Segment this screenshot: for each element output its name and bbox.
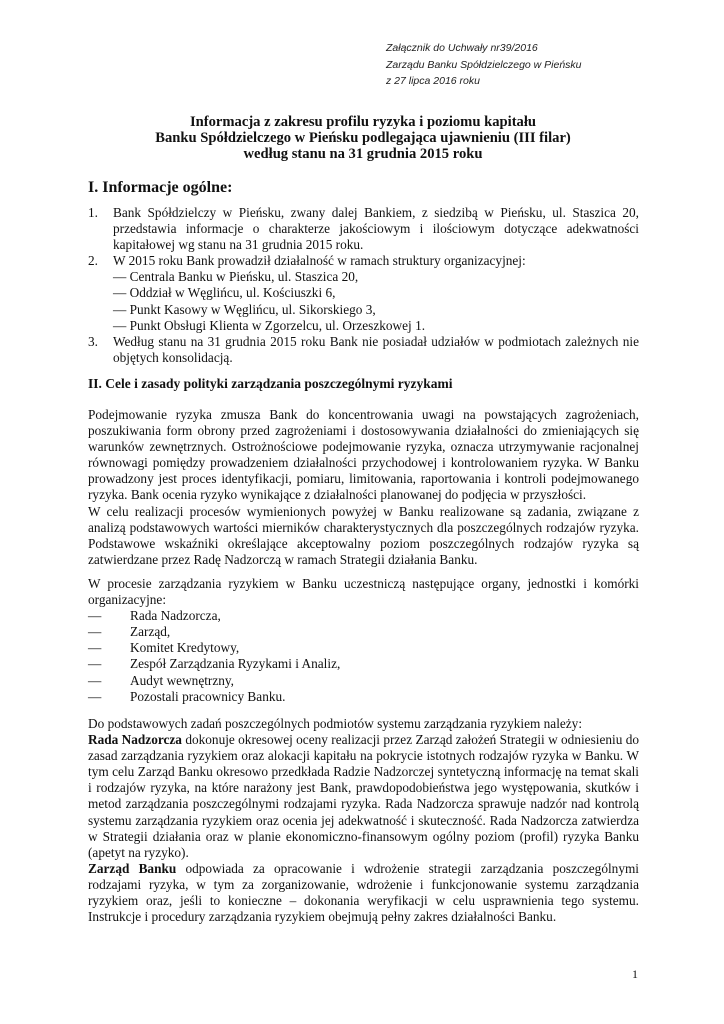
page-number: 1 [632,967,638,981]
organ-item [88,673,639,689]
annex-header [386,40,582,90]
rada-nadzorcza-paragraph [88,732,639,861]
general-info-list [88,205,639,366]
organ-label: Rada Nadzorcza, [130,608,221,624]
list-item [88,334,639,366]
dash: — [88,640,102,656]
org-unit: — Centrala Banku w Pieńsku, ul. Staszica 20, [113,269,359,285]
list-number: 2. [88,253,98,269]
zarzad-paragraph [88,861,639,925]
rada-nadzorcza-text: dokonuje okresowej oceny realizacji przez Zarząd założeń Strategii w odniesieniu do zasad zarządzania ryzykiem oraz alokacji kapitału na pokrycie istotnych rodzajów ryzyka w Banku. W tym celu Zarząd Banku okresowo przedkłada Radzie Nadzorczej syntetyczną informację na temat skali i rodzajów ryzyka, na które narażony jest Bank, prawdopodobieństwa jego występowania, skutków i metod zarządzania poszczególnymi rodzajami ryzyka. Rada Nadzorcza sprawuje nadzór nad kontrolą systemu zarządzania ryzykiem oraz ocenia jej adekwatność i skuteczność. Rada Nadzorcza zatwierdza w Strategii działania oraz w planie ekonomiczno-finansowym ogólny poziom (profil) ryzyka Banku (apetyt na ryzyko). [88,732,639,860]
organ-item [88,640,639,656]
annex-line-1: Załącznik do Uchwały nr39/2016 [386,42,538,54]
section-2-heading: II. Cele i zasady polityki zarządzania poszczególnymi ryzykami [88,376,453,391]
dash: — [88,608,102,624]
annex-line-2: Zarządu Banku Spółdzielczego w Pieńsku [386,58,582,71]
list-text: Bank Spółdzielczy w Pieńsku, zwany dalej Bankiem, z siedzibą w Pieńsku, ul. Staszica 20, przedstawia informacje o charakterze jakościowym i ilościowym dotyczące adekwatności kapitałowej wg stanu na 31 grudnia 2015 roku. [113,205,639,253]
organ-label: Audyt wewnętrzny, [130,672,235,688]
paragraph: W celu realizacji procesów wymienionych powyżej w Banku realizowane są zadania, związane z analizą podstawowych wartości mierników charakterystycznych dla poszczególnych rodzajów ryzyka. Podstawowe wskaźniki określające akceptowalny poziom poszczególnych rodzajów ryzyka są zatwierdzane przez Radę Nadzorczą w ramach Strategii działania Banku. [88,503,639,567]
list-item [88,253,639,333]
organ-item [88,608,639,624]
org-unit: — Punkt Kasowy w Węglińcu, ul. Sikorskiego 3, [113,301,376,317]
organ-item [88,656,639,672]
organ-label: Zespół Zarządzania Ryzykami i Analiz, [130,656,341,672]
dash: — [88,656,102,672]
dash: — [88,672,102,688]
section-1-heading: I. Informacje ogólne: [88,179,233,196]
rada-nadzorcza-label: Rada Nadzorcza [88,732,182,748]
paragraph: Podejmowanie ryzyka zmusza Bank do koncentrowania uwagi na powstających zagrożeniach, poszukiwania form obrony przed zagrożeniami i dostosowywania działalności do zmieniających się warunków zewnętrznych. Ostrożnościowe podejmowanie ryzyka, oznacza utrzymywanie racjonalnej równowagi pomiędzy prowadzeniem działalności przychodowej i kontrolowaniem ryzyka. W Banku prowadzony jest proces identyfikacji, pomiaru, limitowania, raportowania i kontroli podejmowanego ryzyka. Bank ocenia ryzyko wynikające z działalności planowanej do podjęcia w przyszłości. [88,407,639,503]
section-2-intro [88,407,639,568]
annex-line-3: z 27 lipca 2016 roku [386,75,480,87]
organ-label: Pozostali pracownicy Banku. [130,688,286,704]
document-title [88,114,638,163]
title-line-3: według stanu na 31 grudnia 2015 roku [243,146,483,163]
list-item [88,205,639,253]
zarzad-text: odpowiada za opracowanie i wdrożenie strategii zarządzania poszczególnymi rodzajami ryzyka, w tym za zorganizowanie, wdrożenie i funkcjonowanie systemu zarządzania ryzykiem oraz, jeśli to konieczne – dokonania weryfikacji w celu usprawnienia tego systemu. Instrukcje i procedury zarządzania ryzykiem obejmują pełny zakres działalności Banku. [88,860,639,925]
list-number: 3. [88,333,98,349]
org-unit: — Oddział w Węglińcu, ul. Kościuszki 6, [113,285,336,301]
org-unit: — Punkt Obsługi Klienta w Zgorzelcu, ul. Orzeszkowej 1. [113,317,426,333]
title-line-1: Informacja z zakresu profilu ryzyka i poziomu kapitału [189,114,537,130]
list-text: W 2015 roku Bank prowadził działalność w ramach struktury organizacyjnej: [113,253,526,269]
zarzad-label: Zarząd Banku [88,860,177,876]
dash: — [88,688,102,704]
organs-block [88,576,639,705]
organ-label: Zarząd, [130,624,171,640]
organ-item [88,624,639,640]
paragraph: W procesie zarządzania ryzykiem w Banku uczestniczą następujące organy, jednostki i komórki organizacyjne: [88,576,639,608]
paragraph: Do podstawowych zadań poszczególnych podmiotów systemu zarządzania ryzykiem należy: [88,716,583,731]
title-line-2: Banku Spółdzielczego w Pieńsku podlegająca ujawnieniu (III filar) [155,130,571,147]
responsibilities-block [88,716,639,925]
dash: — [88,624,102,640]
organ-label: Komitet Kredytowy, [130,640,240,656]
list-text: Według stanu na 31 grudnia 2015 roku Bank nie posiadał udziałów w podmiotach zależnych nie objętych konsolidacją. [113,333,639,365]
organ-item [88,689,639,705]
list-number: 1. [88,205,98,220]
